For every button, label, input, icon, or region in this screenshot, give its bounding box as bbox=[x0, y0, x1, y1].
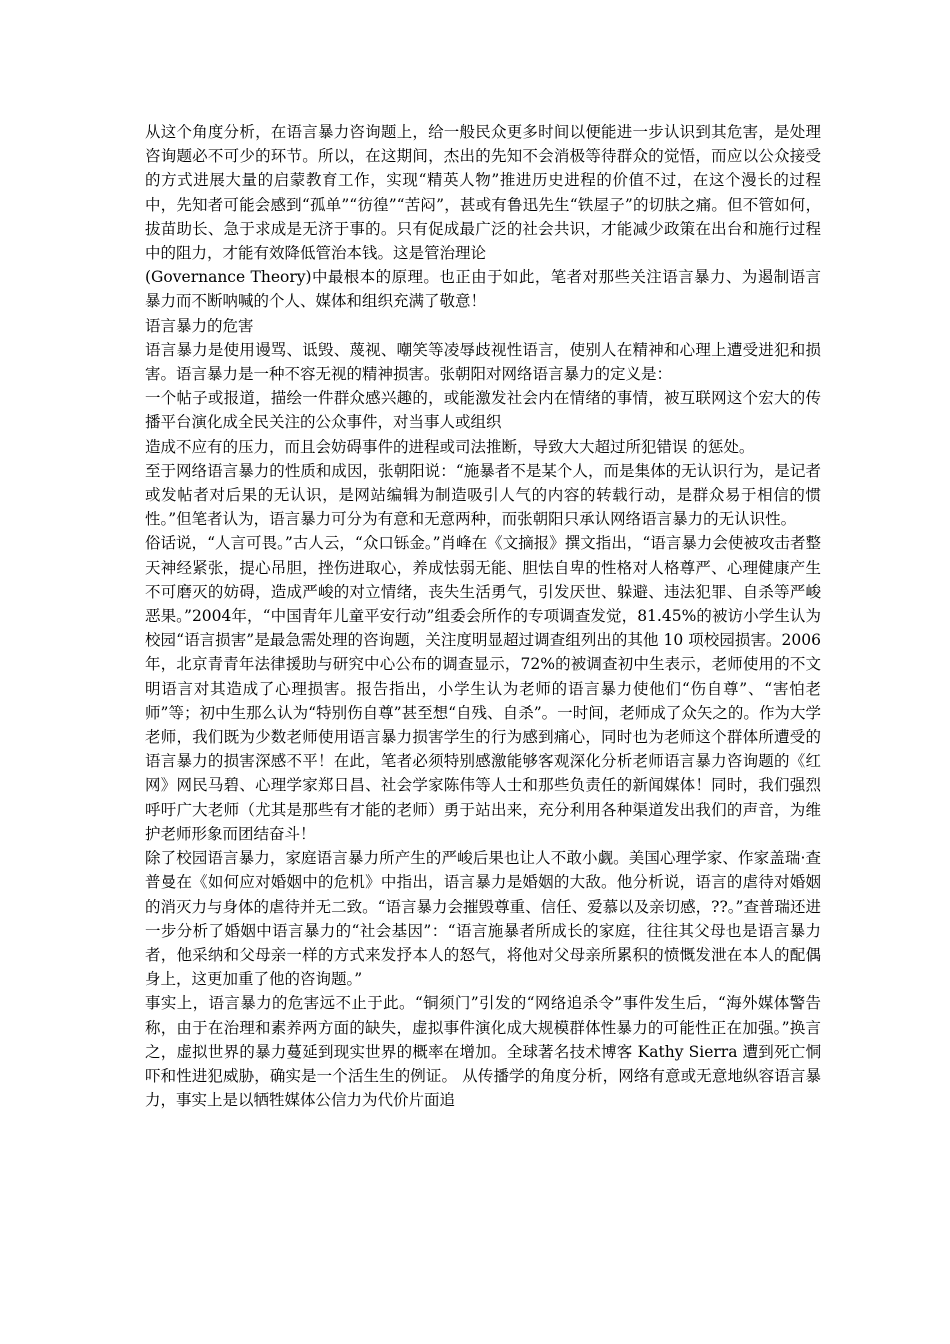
paragraph-family-violence: 除了校园语言暴力，家庭语言暴力所产生的严峻后果也让人不敢小觑。美国心理学家、作家盖瑞·查普曼在《如何应对婚姻中的危机》中指出，语言暴力是婚姻的大敌。他分析说，语言的虐待对婚姻的消灭力与身体的虐待并无二致。“语言暴力会摧毁尊重、信任、爱慕以及亲切感，??。”查普瑞还进一步分析了婚姻中语言暴力的“社会基因”：“语言施暴者所成长的家庭，往往其父母也是语言暴力者，他采纳和父母亲一样的方式来发抒本人的怒气，将他对父母亲所累积的愤慨发泄在本人的配偶身上，这更加重了他的咨询题。” bbox=[145, 849, 821, 989]
paragraph-governance-analysis: 从这个角度分析，在语言暴力咨询题上，给一般民众更多时间以便能进一步认识到其危害，是处理咨询题必不可少的环节。所以，在这期间，杰出的先知不会消极等待群众的觉悟，而应以公众接受的方式进展大量的启蒙教育工作，实现“精英人物”推进历史进程的价值不过，在这个漫长的过程中，先知者可能会感到“孤单”“彷徨”“苦闷”，甚或有鲁迅先生“铁屋子”的切肤之痛。但不管如何，拔苗助长、急于求成是无济于事的。只有促成最广泛的社会共识，才能减少政策在出台和施行过程中的阻力，才能有效降低管治本钱。这是管治理论 bbox=[145, 123, 821, 263]
paragraph-network-violence: 事实上，语言暴力的危害远不止于此。“铜须门”引发的“网络追杀令”事件发生后，“海外媒体警告称，由于在治理和素养两方面的缺失，虚拟事件演化成大规模群体性暴力的可能性正在加强。”换言之，虚拟世界的暴力蔓延到现实世界的概率在增加。全球著名技术博客 Kathy Sierra 遭到死亡恫吓和性进犯威胁，确实是一个活生生的例证。 从传播学的角度分析，网络有意或无意地纵容语言暴力，事实上是以牺牲媒体公信力为代价片面追 bbox=[145, 994, 821, 1110]
paragraph-definition: 语言暴力是使用谩骂、诋毁、蔑视、嘲笑等凌辱歧视性语言，使别人在精神和心理上遭受进犯和损害。语言暴力是一种不容无视的精神损害。张朝阳对网络语言暴力的定义是： bbox=[145, 340, 821, 384]
document-body bbox=[145, 120, 821, 1112]
paragraph-nature-causes: 至于网络语言暴力的性质和成因，张朝阳说：“施暴者不是某个人，而是集体的无认识行为，是记者或发帖者对后果的无认识，是网站编辑为制造吸引人气的内容的转载行动，是群众易于相信的惯性。”但笔者认为，语言暴力可分为有意和无意两种，而张朝阳只承认网络语言暴力的无认识性。 bbox=[145, 461, 821, 529]
section-heading-harm: 语言暴力的危害 bbox=[145, 316, 254, 335]
paragraph-governance-theory: (Governance Theory)中最根本的原理。也正由于如此，笔者对那些关注语言暴力、为遏制语言暴力而不断呐喊的个人、媒体和组织充满了敬意！ bbox=[145, 268, 821, 311]
paragraph-zhang-definition: 一个帖子或报道，描绘一件群众感兴趣的，或能激发社会内在情绪的事情，被互联网这个宏大的传播平台演化成全民关注的公众事件，对当事人或组织 bbox=[145, 389, 821, 432]
paragraph-pressure: 造成不应有的压力，而且会妨碍事件的进程或司法推断，导致大大超过所犯错误 的惩处。 bbox=[145, 437, 755, 456]
paragraph-school-violence: 俗话说，“人言可畏。”古人云，“众口铄金。”肖峰在《文摘报》撰文指出，“语言暴力会使被攻击者整天神经紧张，提心吊胆，挫伤进取心，养成怯弱无能、胆怯自卑的性格对人格尊严、心理健康产生不可磨灭的妨碍，造成严峻的对立情绪，丧失生活勇气，引发厌世、躲避、违法犯罪、自杀等严峻恶果。”2004年，“中国青年儿童平安行动”组委会所作的专项调查发觉，81.45%的被访小学生认为校园“语言损害”是最急需处理的咨询题，关注度明显超过调查组列出的其他 10 项校园损害。2006 年，北京青青年法律援助与研究中心公布的调查显示，72%的被调查初中生表示，老师使用的不文明语言对其造成了心理损害。报告指出，小学生认为老师的语言暴力使他们“伤自尊”、“害怕老师”等；初中生那么认为“特别伤自尊”甚至想“自残、自杀”。一时间，老师成了众矢之的。作为大学老师，我们既为少数老师使用语言暴力损害学生的行为感到痛心，同时也为老师这个群体所遭受的语言暴力的损害深感不平！在此，笔者必须特别感激能够客观深化分析老师语言暴力咨询题的《红网》网民马碧、心理学家郑日昌、社会学家陈伟等人士和那些负责任的新闻媒体！同时，我们强烈呼吁广大老师（尤其是那些有才能的老师）勇于站出来，充分利用各种渠道发出我们的声音，为维护老师形象而团结奋斗！ bbox=[145, 534, 821, 843]
